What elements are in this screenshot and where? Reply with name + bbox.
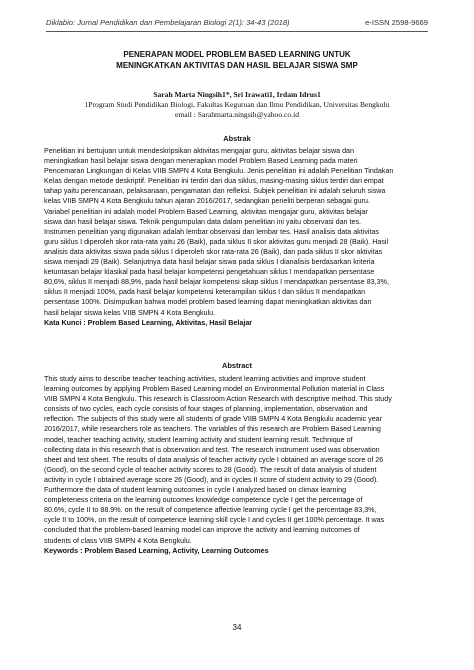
abstrak-line: Kelas dengan metode deskriptif. Penelitian ini terdiri dari dua siklus, masing-masing siklus terdiri dari empat <box>44 177 384 186</box>
abstract-line: reflection. The subjects of this study were all students of grade VIIB SMPN 4 Kota Bengkulu academic year <box>44 415 383 424</box>
abstract-line: learning outcomes by applying Problem Based Learning model on Environmental Pollution material in Class <box>44 385 385 394</box>
paper-title <box>40 49 434 71</box>
abstrak-heading: Abstrak <box>223 134 251 143</box>
page-number: 34 <box>232 623 242 632</box>
abstrak-line: guru siklus I diperoleh skor rata-rata yaitu 26 (Baik), pada siklus II skor aktivitas guru menjadi 28 (Baik). Hasil <box>44 237 389 246</box>
abstract-body <box>44 374 430 556</box>
abstrak-line: siswa menjadi 29 (Baik). Selanjutnya data hasil belajar siswa pada siklus I dianalisis berdasarkan kriteria <box>44 258 375 267</box>
abstrak-line: analisis data aktivitas siswa pada siklus I diperoleh skor rata-rata 26 (Baik), dan pada siklus II skor aktivitas <box>44 247 383 256</box>
abstract-line: consists of two cycles, each cycle consists of four stages of planning, implementation, observation and <box>44 405 368 414</box>
abstract-line: model, teacher teaching activity, student learning activity and student learning result. Technique of <box>44 435 353 444</box>
abstract-line: (Good), on the second cycle of teacher activity scores to 28 (Good). The result of data analysis of student <box>44 465 377 474</box>
abstract-line: Furthermore the data of student learning outcomes in cycle I analyzed based on climax learning <box>44 486 347 495</box>
abstrak-line: Variabel penelitian ini adalah model Problem Based Learning, aktivitas mengajar guru, aktivitas belajar <box>44 207 368 216</box>
abstract-line: collecting data in this research that is observation and test. The research instrument used was observation <box>44 445 380 454</box>
abstract-line: 80.6%, cycle II to 88.9%. on the result of competence affective learning cycle I get the percentage 83,3%, <box>44 506 377 515</box>
abstrak-keywords: Kata Kunci : Problem Based Learning, Aktivitas, Hasil Belajar <box>44 318 253 327</box>
abstrak-line: kelas VIIB SMPN 4 Kota Bengkulu tahun ajaran 2016/2017, sedangkan peneliti berperan sebagai guru. <box>44 197 370 206</box>
journal-citation: Diklabio: Jurnal Pendidikan dan Pembelajaran Biologi 2(1): 34-43 (2018) <box>46 18 290 27</box>
abstract-line: students of class VIIB SMPN 4 Kota Bengkulu. <box>44 536 192 545</box>
abstrak-line: meningkatkan hasil belajar siswa dengan menerapkan model Problem Based Learning pada materi <box>44 157 358 166</box>
author-names: Sarah Marta Ningsih1*, Sri Irawati1, Irdam Idrus1 <box>153 90 321 99</box>
abstrak-line: siklus II menjadi 100%, pada hasil belajar kompetensi keterampilan siklus I dan siklus II mendapatkan <box>44 288 366 297</box>
abstract-line: This study aims to describe teacher teaching activities, student learning activities and improve student <box>44 375 366 383</box>
abstract-line: VIIB SMPN 4 Kota Bengkulu. This research is Classroom Action Research with descriptive method. This study <box>44 395 392 404</box>
abstract-line: cycle II to 100%, on the result of competence learning skill cycle I and cycles II get 100% percentage. It was <box>44 516 385 525</box>
abstract-line: activity in cycle I obtained average score 26 (Good), and in cycles II score of student activity to 29 (Good). <box>44 475 379 484</box>
abstrak-line: 80,6%, siklus II menjadi 88,9%, pada hasil belajar kompetensi sikap siklus I mendapatkan persentase 83,3%, <box>44 278 389 287</box>
abstract-line: completeness criteria on the learning outcomes knowledge competence cycle I get the percentage of <box>44 496 363 505</box>
title-line-2: MENINGKATKAN AKTIVITAS DAN HASIL BELAJAR SISWA SMP <box>116 61 358 70</box>
abstrak-line: Penelitian ini bertujuan untuk mendeskripsikan aktivitas mengajar guru, aktivitas belajar siswa dan <box>44 147 354 155</box>
running-header <box>46 18 428 32</box>
author-affiliation: 1Program Studi Pendidikan Biologi, Fakultas Keguruan dan Ilmu Pendidikan, Universitas Bengkulu <box>84 100 390 109</box>
issn: e-ISSN 2598-9669 <box>365 18 428 27</box>
abstract-line: 2016/2017, while researchers role as teachers. The variables of this research are Problem Based Learning <box>44 425 381 434</box>
abstrak-line: ketuntasan belajar klasikal pada hasil belajar kompetensi pengetahuan siklus I mendapatkan persentase <box>44 268 375 277</box>
abstrak-body <box>44 146 430 328</box>
abstract-line: concluded that the problem-based learning model can improve the activity and learning outcomes of <box>44 526 360 535</box>
abstract-line: sheet and test sheet. The results of data analysis of teacher activity cycle I obtained an average score of 26 <box>44 455 384 464</box>
abstrak-line: siswa dan hasil belajar siswa. Teknik pengumpulan data dalam penelitian ini yaitu observasi dan tes. <box>44 217 362 226</box>
abstrak-line: tahap yaitu perencanaan, pelaksanaan, pengamatan dan refleksi. Subjek penelitian ini adalah seluruh siswa <box>44 187 386 196</box>
header-rule <box>46 31 428 32</box>
abstrak-line: Instrumen penelitian yang digunakan adalah lembar observasi dan lembar tes. Hasil analisis data aktivitas <box>44 227 380 236</box>
abstrak-line: hasil belajar siswa kelas VIIB SMPN 4 Kota Bengkulu. <box>44 308 216 317</box>
author-block <box>40 90 434 120</box>
title-line-1: PENERAPAN MODEL PROBLEM BASED LEARNING UNTUK <box>123 50 351 59</box>
author-email: email : Sarahmarta.ningsih@yahoo.co.id <box>174 110 300 119</box>
abstrak-line: Pencemaran Lingkungan di Kelas VIIB SMPN 4 Kota Bengkulu. Jenis penelitian ini adalah Penelitian Tindakan <box>44 167 394 176</box>
abstract-keywords: Keywords : Problem Based Learning, Activity, Learning Outcomes <box>44 546 269 555</box>
abstrak-line: persentase 100%. Disimpulkan bahwa model problem based learning dapat meningkatkan aktivitas dan <box>44 298 372 307</box>
abstract-heading: Abstract <box>222 361 252 370</box>
